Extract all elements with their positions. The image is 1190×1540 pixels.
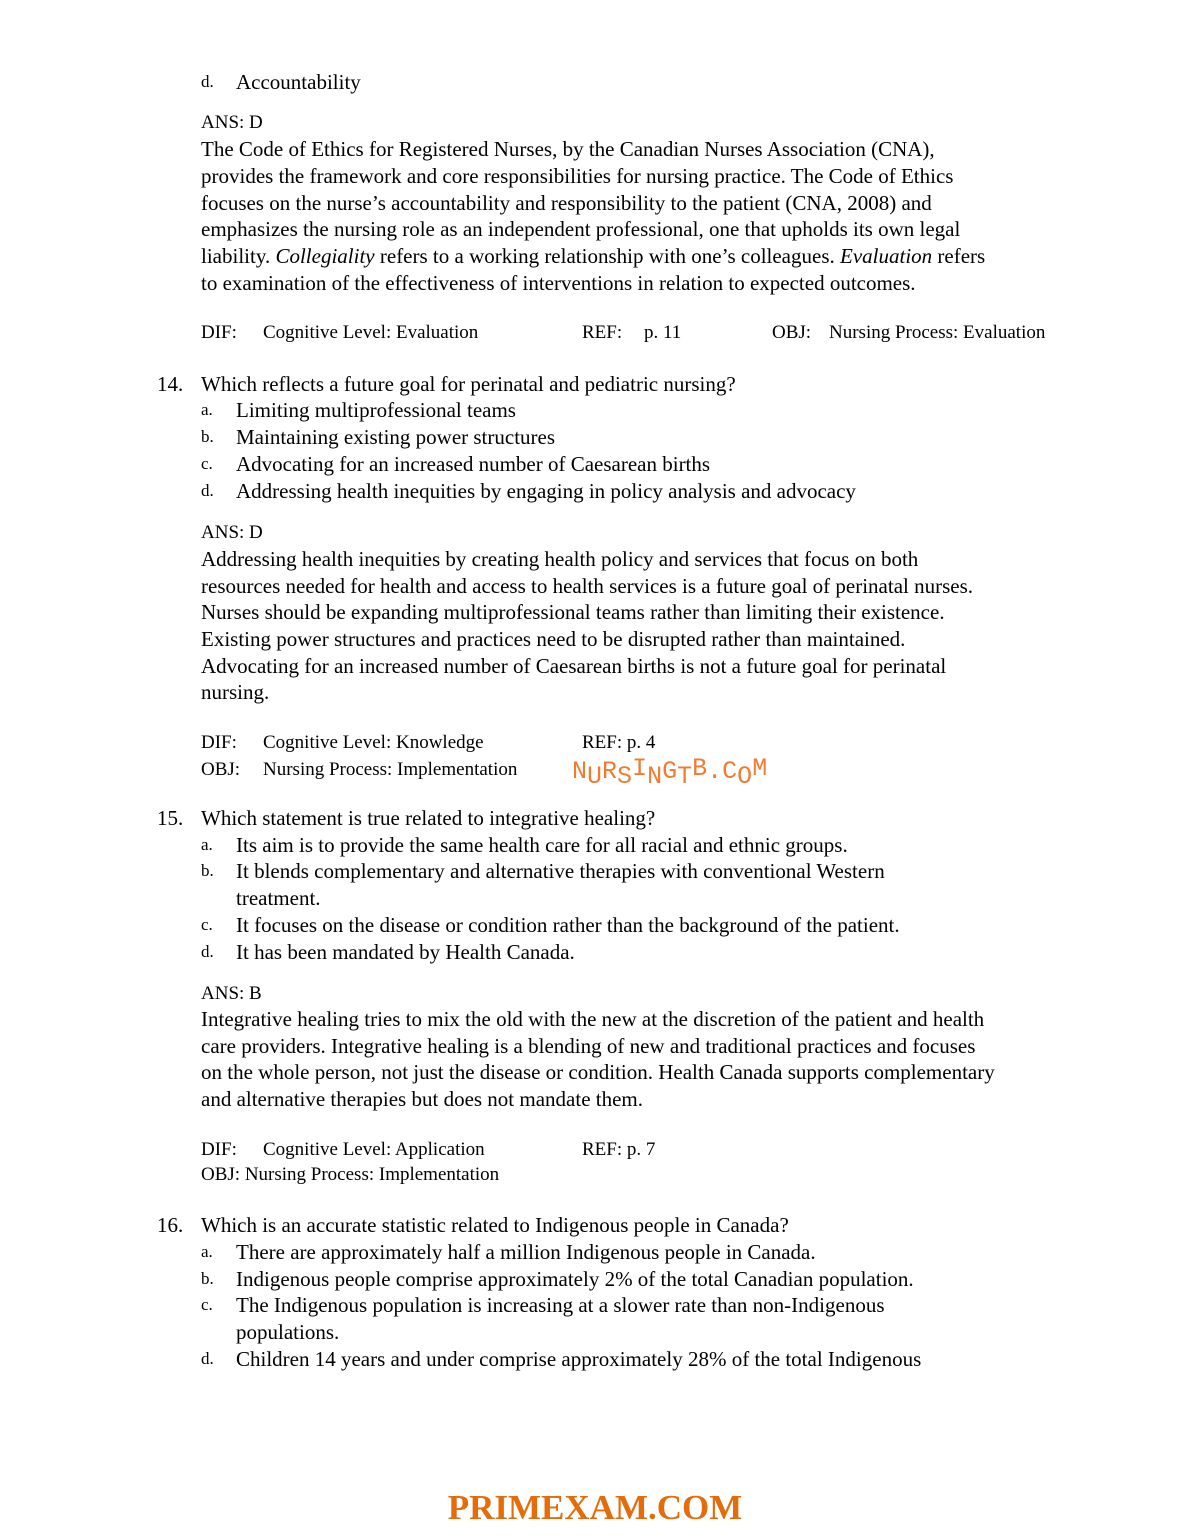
question-number: 14.	[157, 372, 184, 396]
rationale-line: provides the framework and core responsibilities for nursing practice. The Code of Ethics	[201, 164, 954, 188]
dif-value: Cognitive Level: Evaluation	[263, 322, 479, 343]
watermark-letter: C	[722, 757, 738, 786]
dif-value: Cognitive Level: Knowledge	[263, 732, 484, 753]
text: refers to a working relationship with one’s colleagues.	[374, 244, 840, 268]
question-number: 16.	[157, 1213, 184, 1237]
option-text: It focuses on the disease or condition rather than the background of the patient.	[236, 913, 900, 937]
watermark-letter: B	[692, 754, 708, 783]
rationale-line: Integrative healing tries to mix the old with the new at the discretion of the patient and health	[201, 1007, 985, 1031]
rationale-line: resources needed for health and access to health services is a future goal of perinatal nurses.	[201, 574, 974, 598]
option-text: There are approximately half a million Indigenous people in Canada.	[236, 1240, 816, 1264]
option-text: It has been mandated by Health Canada.	[236, 940, 575, 964]
dif	[201, 320, 478, 346]
option-letter: c.	[201, 915, 213, 934]
option-letter: b.	[201, 1269, 214, 1288]
answer: ANS: D	[201, 112, 263, 133]
rationale-line: focuses on the nurse’s accountability and responsibility to the patient (CNA, 2008) and	[201, 191, 932, 215]
rationale-line: care providers. Integrative healing is a blending of new and traditional practices and focuses	[201, 1034, 976, 1058]
rationale-line: emphasizes the nursing role as an independent professional, one that upholds its own legal	[201, 217, 961, 241]
watermark-letter: N	[647, 762, 663, 791]
dif-value: Cognitive Level: Application	[263, 1139, 485, 1160]
text: refers	[932, 244, 986, 268]
ref	[582, 320, 681, 346]
obj	[772, 320, 1045, 346]
ref-label: REF:	[582, 322, 623, 343]
answer: ANS: D	[201, 522, 263, 543]
rationale-line: and alternative therapies but does not mandate them.	[201, 1087, 644, 1111]
option-letter: b.	[201, 861, 214, 880]
option-text: Accountability	[236, 70, 361, 94]
option-text: Indigenous people comprise approximately 2% of the total Canadian population.	[236, 1267, 914, 1291]
option-letter: b.	[201, 427, 214, 446]
rationale-line: Advocating for an increased number of Caesarean births is not a future goal for perinatal	[201, 654, 947, 678]
rationale-line: Nurses should be expanding multiprofessional teams rather than limiting their existence.	[201, 600, 945, 624]
obj	[201, 757, 517, 783]
question-text: Which statement is true related to integrative healing?	[201, 806, 656, 830]
watermark-letter: S	[617, 762, 633, 791]
rationale-line: Addressing health inequities by creating health policy and services that focus on both	[201, 547, 919, 571]
option-text: The Indigenous population is increasing at a slower rate than non-Indigenous	[236, 1293, 885, 1317]
dif	[201, 730, 484, 756]
rationale-line: The Code of Ethics for Registered Nurses, by the Canadian Nurses Association (CNA),	[201, 137, 935, 161]
option-text: treatment.	[236, 886, 321, 910]
text: liability.	[201, 244, 276, 268]
italic-term: Evaluation	[840, 244, 933, 268]
option-text: Maintaining existing power structures	[236, 425, 556, 449]
watermark-letter: M	[752, 754, 768, 783]
option-letter: d.	[201, 942, 214, 961]
watermark-letter: N	[572, 757, 588, 786]
obj-label: OBJ:	[201, 759, 241, 780]
italic-term: Collegiality	[275, 244, 375, 268]
watermark-letter: U	[587, 762, 603, 791]
footer-brand: PRIMEXAM.COM	[447, 1488, 743, 1527]
watermark-letter: .	[707, 757, 723, 786]
rationale-line: to examination of the effectiveness of interventions in relation to expected outcomes.	[201, 271, 916, 295]
option-text: Children 14 years and under comprise approximately 28% of the total Indigenous	[236, 1347, 922, 1371]
option-text: It blends complementary and alternative therapies with conventional Western	[236, 859, 885, 883]
option-letter: a.	[201, 400, 213, 419]
question-text: Which reflects a future goal for perinatal and pediatric nursing?	[201, 372, 736, 396]
rationale-line: Existing power structures and practices need to be disrupted rather than maintained.	[201, 627, 906, 651]
option-letter: a.	[201, 1242, 213, 1261]
ref-value: p. 11	[644, 322, 682, 343]
question-text: Which is an accurate statistic related to Indigenous people in Canada?	[201, 1213, 789, 1237]
watermark-letter: T	[677, 762, 693, 791]
option-letter: d.	[201, 1349, 214, 1368]
dif	[201, 1137, 485, 1163]
option-text: populations.	[236, 1320, 340, 1344]
question-number: 15.	[157, 806, 184, 830]
obj-label: OBJ:	[772, 322, 812, 343]
option-text: Advocating for an increased number of Caesarean births	[236, 452, 711, 476]
obj-value: Nursing Process: Evaluation	[829, 322, 1046, 343]
rationale-line: nursing.	[201, 680, 270, 704]
obj-value: Nursing Process: Implementation	[263, 759, 518, 780]
dif-label: DIF:	[201, 1139, 237, 1160]
option-letter: a.	[201, 835, 213, 854]
watermark-letter: G	[662, 757, 678, 786]
option-letter: d.	[201, 72, 214, 91]
option-letter: c.	[201, 454, 213, 473]
option-text: Addressing health inequities by engaging in policy analysis and advocacy	[236, 479, 856, 503]
watermark-letter: R	[602, 757, 618, 786]
obj: OBJ: Nursing Process: Implementation	[201, 1164, 500, 1185]
dif-label: DIF:	[201, 322, 237, 343]
watermark-letter: O	[737, 762, 753, 791]
rationale-line	[201, 243, 985, 269]
option-letter: c.	[201, 1295, 213, 1314]
watermark	[572, 754, 768, 791]
ref: REF: p. 4	[582, 732, 656, 753]
option-letter: d.	[201, 481, 214, 500]
ref: REF: p. 7	[582, 1139, 656, 1160]
option-text: Limiting multiprofessional teams	[236, 398, 516, 422]
watermark-letter: I	[632, 754, 648, 783]
answer: ANS: B	[201, 983, 262, 1004]
option-text: Its aim is to provide the same health care for all racial and ethnic groups.	[236, 833, 848, 857]
rationale-line: on the whole person, not just the disease or condition. Health Canada supports complementary	[201, 1060, 995, 1084]
dif-label: DIF:	[201, 732, 237, 753]
